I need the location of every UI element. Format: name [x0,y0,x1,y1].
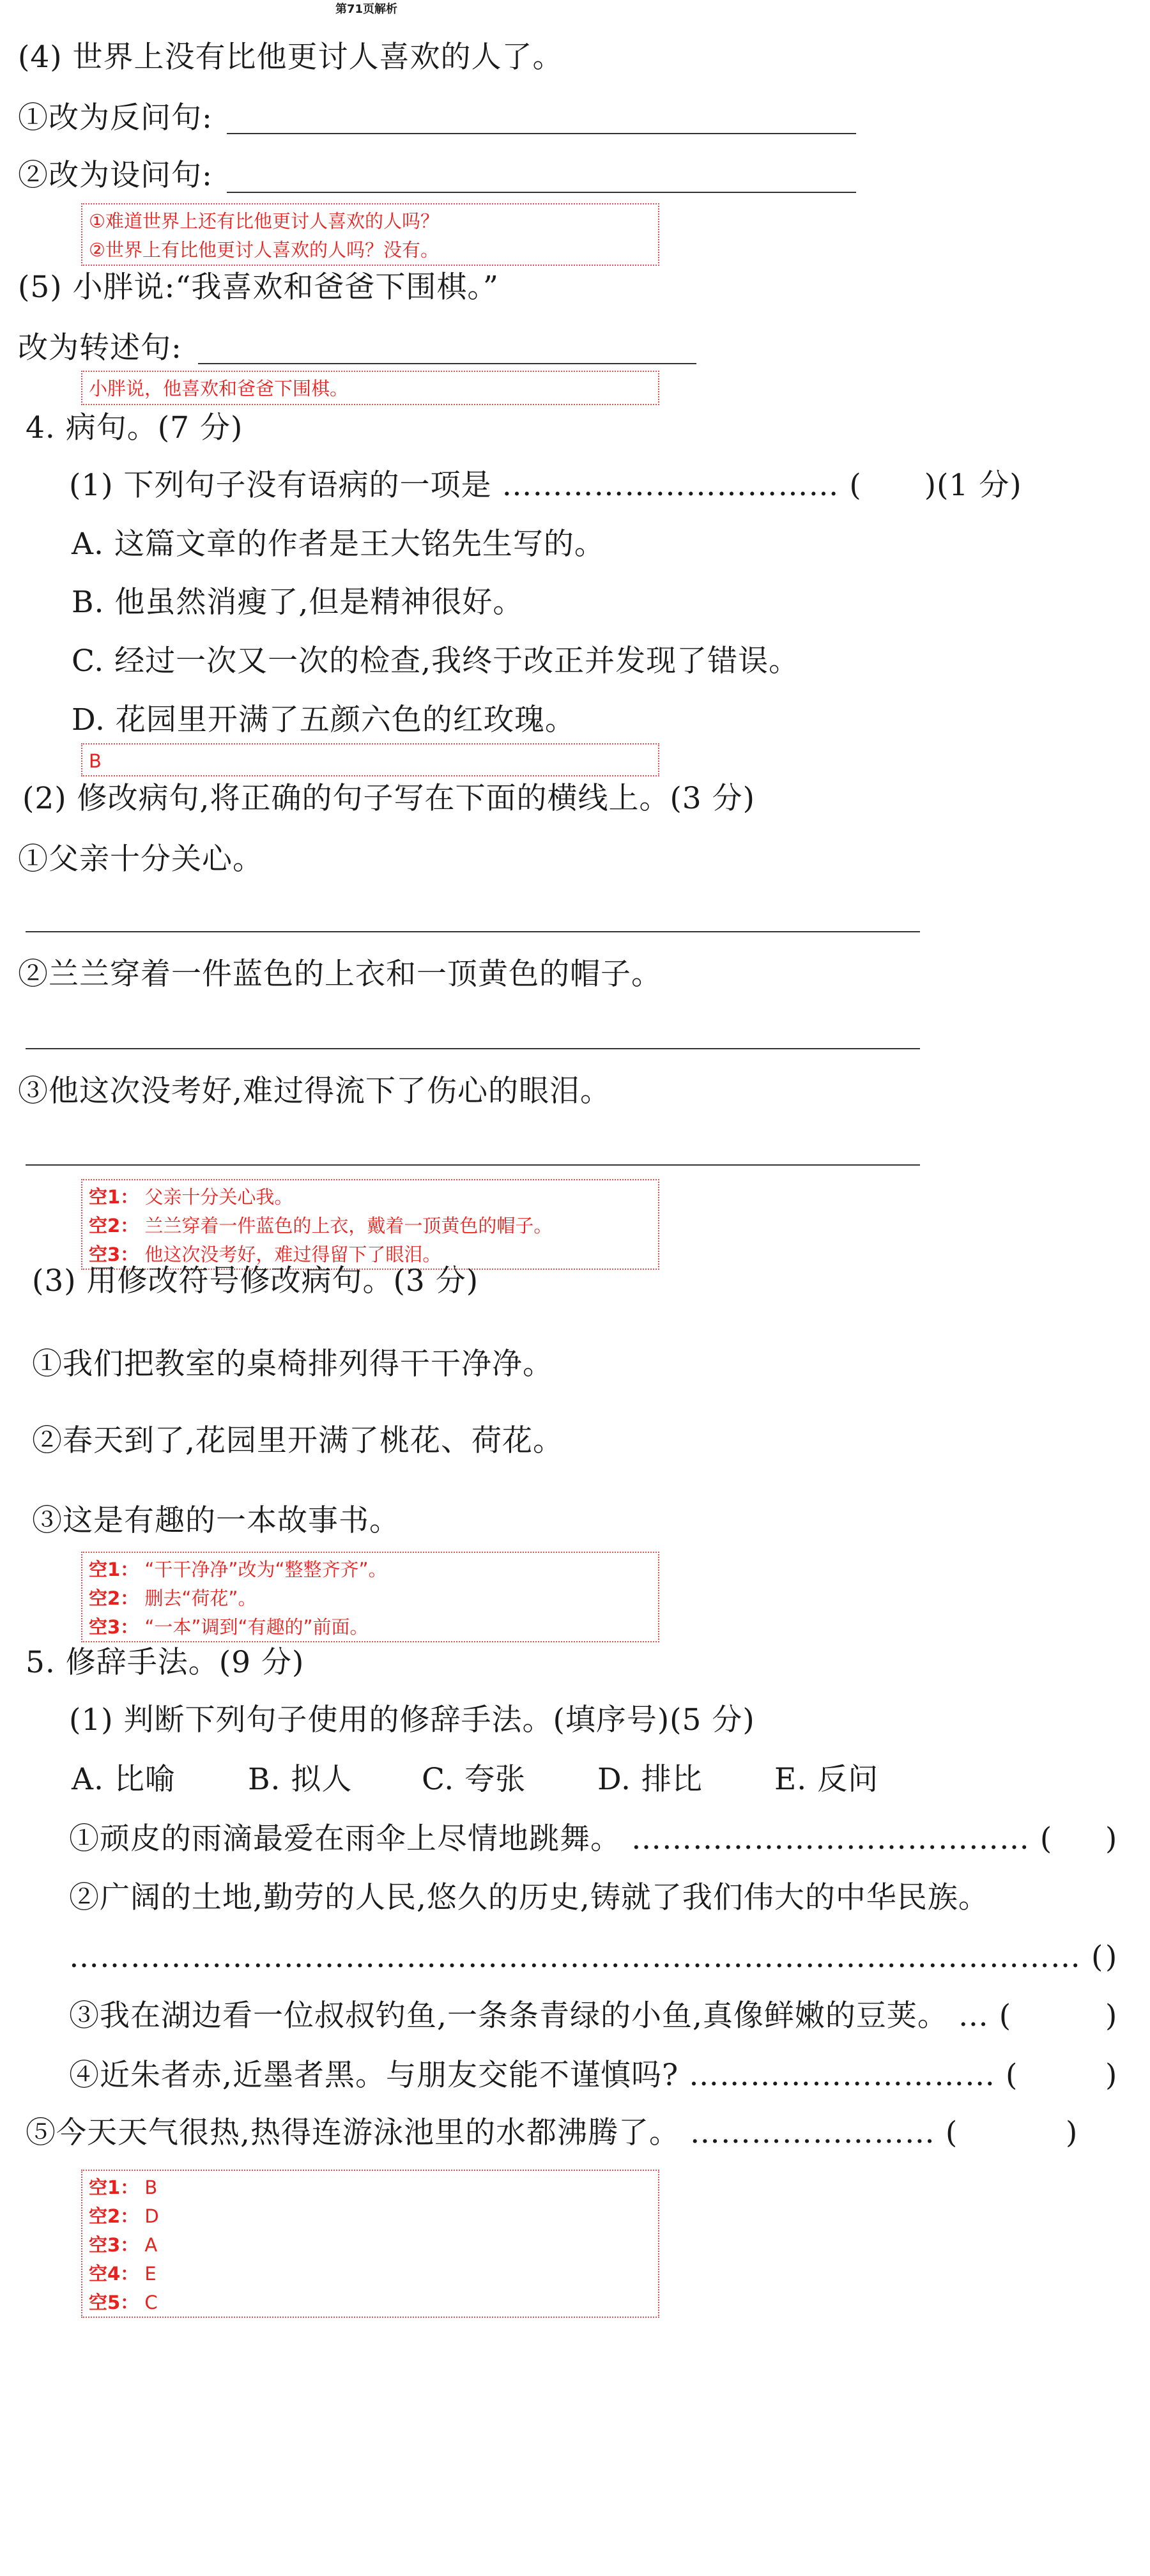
answer-row [89,1584,652,1613]
answer-text: 父亲十分关心我。 [144,1186,293,1208]
q5-stem: (1) 判断下列句子使用的修辞手法。(填序号)(5 分) [69,1702,755,1738]
self-question-prompt: ②改为设问句: [18,158,213,193]
answer-row [89,1555,652,1584]
answer-label: 空1： [89,2177,139,2198]
q4-p1-stem [69,467,1022,505]
answer-label: 空3： [89,2234,139,2256]
answer-line [26,1048,920,1049]
answer-line [227,133,856,134]
q5-item-2-dots: ……………………………………………………………………………………… ( [69,1940,1104,1975]
answer-text: D [144,2205,159,2227]
q4-p3-item-2: ②春天到了,花园里开满了桃花、荷花。 [32,1423,564,1458]
q5-title: 5. 修辞手法。(9 分) [26,1645,305,1680]
answer-text: ②世界上有比他更讨人喜欢的人吗？没有。 [89,239,439,261]
answer-line [227,192,856,193]
q4-p2-item-3: ③他这次没考好,难过得流下了伤心的眼泪。 [18,1074,611,1109]
q5-item-1-close: ) [1105,1821,1118,1856]
page-header: 第71页解析 [335,3,398,16]
answer-row [89,2260,652,2288]
answer-text: 小胖说，他喜欢和爸爸下围棋。 [89,378,349,399]
q4-option-a: A. 这篇文章的作者是王大铭先生写的。 [72,527,605,562]
rhetorical-question-prompt: ①改为反问句: [18,100,213,135]
q4-p3-item-1: ①我们把教室的桌椅排列得干干净净。 [32,1346,553,1382]
answer-text: E [144,2263,157,2285]
q5-item-4-close: ) [1105,2058,1118,2093]
answer-label: 空4： [89,2263,139,2285]
answer-label: 空1： [89,1186,139,1208]
answer-text: ①难道世界上还有比他更讨人喜欢的人吗？ [89,210,439,232]
q5-item-5: ⑤今天天气很热,热得连游泳池里的水都沸腾了。 …………………… ( [26,2115,958,2150]
answer-text: B [144,2177,158,2198]
answer-label: 空2： [89,2205,139,2227]
answer-line [198,363,696,364]
q5-item-2-close: ) [1105,1940,1118,1975]
answer-text: B [89,750,102,772]
q4-p1-score: )(1 分) [924,468,1022,503]
answer-box-s5 [81,371,659,405]
answer-label: 空1： [89,1559,139,1580]
answer-row [89,1183,652,1212]
answer-row [89,2202,652,2231]
answer-label: 空5： [89,2292,139,2313]
q4-p1-stem-text: (1) 下列句子没有语病的一项是 …………………………… ( [69,468,862,503]
answer-text: 他这次没考好，难过得留下了眼泪。 [144,1244,441,1265]
answer-row [89,2231,652,2260]
q5-item-5-close: ) [1066,2115,1078,2150]
answer-label: 空2： [89,1215,139,1237]
q4-title: 4. 病句。(7 分) [26,410,243,445]
q4-p2-item-1: ①父亲十分关心。 [18,842,263,877]
q4-option-b: B. 他虽然消瘦了,但是精神很好。 [72,585,524,620]
q5-item-4: ④近朱者赤,近墨者黑。与朋友交能不谨慎吗? ………………………… ( [69,2058,1018,2093]
answer-box-q4-p3 [81,1552,659,1642]
answer-label: 空2： [89,1587,139,1609]
q5-option-a: A. 比喻 [72,1762,176,1797]
q5-item-3-close: ) [1105,1998,1118,2033]
answer-row [89,2288,652,2317]
answer-text: 删去“荷花”。 [144,1587,257,1609]
answer-row [89,2173,652,2202]
answer-line [26,931,920,932]
sentence-5: (5) 小胖说:“我喜欢和爸爸下围棋。” [18,270,499,305]
q5-option-b: B. 拟人 [248,1762,353,1797]
indirect-speech-prompt: 改为转述句: [18,330,182,366]
q5-option-c: C. 夸张 [422,1762,526,1797]
q5-item-3: ③我在湖边看一位叔叔钓鱼,一条条青绿的小鱼,真像鲜嫩的豆荚。 … ( [69,1998,1012,2033]
q4-p3-item-3: ③这是有趣的一本故事书。 [32,1503,400,1538]
answer-line [26,1164,920,1166]
q5-item-1: ①顽皮的雨滴最爱在雨伞上尽情地跳舞。 ………………………………… ( [69,1821,1053,1856]
answer-label: 空3： [89,1244,139,1265]
answer-row [89,1212,652,1240]
q4-option-c: C. 经过一次又一次的检查,我终于改正并发现了错误。 [72,644,800,679]
q4-p2-item-2: ②兰兰穿着一件蓝色的上衣和一顶黄色的帽子。 [18,957,662,992]
answer-text: C [144,2292,158,2313]
answer-text: “干干净净”改为“整整齐齐”。 [144,1559,387,1580]
answer-text: A [144,2234,158,2256]
answer-box-q5 [81,2170,659,2318]
q5-item-2: ②广阔的土地,勤劳的人民,悠久的历史,铸就了我们伟大的中华民族。 [69,1880,989,1915]
answer-text: “一本”调到“有趣的”前面。 [144,1616,369,1638]
answer-text: 兰兰穿着一件蓝色的上衣，戴着一顶黄色的帽子。 [144,1215,553,1237]
q4-p2-stem: (2) 修改病句,将正确的句子写在下面的横线上。(3 分) [22,781,755,816]
q5-option-e: E. 反问 [774,1762,879,1797]
answer-label: 空3： [89,1616,139,1638]
answer-box-s4 [81,203,659,266]
q4-option-d: D. 花园里开满了五颜六色的红玫瑰。 [72,702,576,737]
q4-p3-stem: (3) 用修改符号修改病句。(3 分) [32,1263,479,1299]
answer-row [89,1613,652,1642]
q5-option-d: D. 排比 [597,1762,703,1797]
answer-box-q4-p2 [81,1179,659,1270]
sentence-4: (4) 世界上没有比他更讨人喜欢的人了。 [18,40,564,75]
answer-box-q4-p1 [81,743,659,776]
